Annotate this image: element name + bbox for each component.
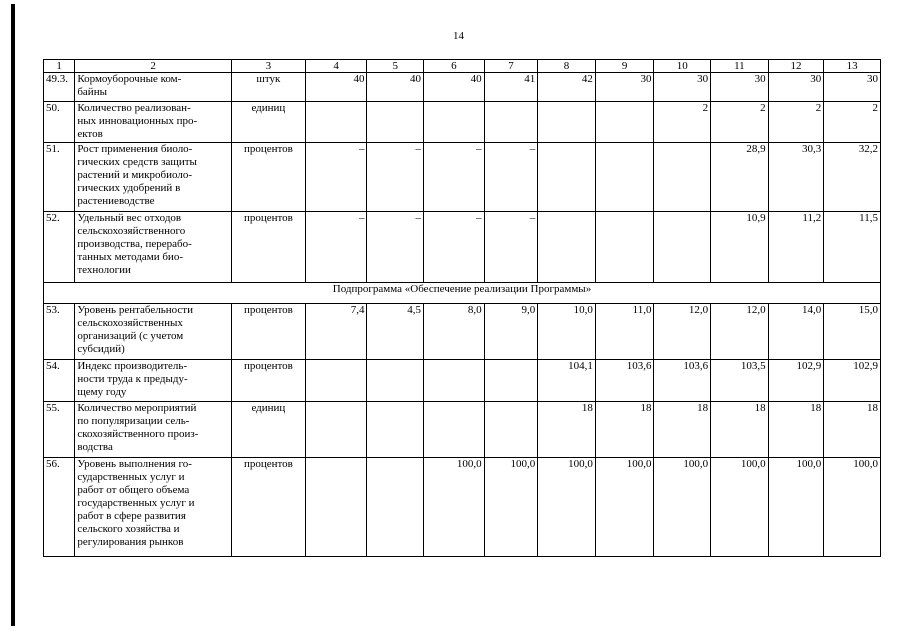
value-cell-col-12: 2	[768, 102, 824, 143]
page-number: 14	[453, 30, 464, 42]
indicator-name: Уровень рентабельности сельскохозяйственных организаций (с учетом субсидий)	[75, 304, 232, 360]
value-cell-col-5: 4,5	[367, 304, 424, 360]
value-cell-col-5: 40	[367, 73, 424, 102]
value-cell-col-11: 12,0	[711, 304, 769, 360]
row-number: 55.	[44, 402, 75, 458]
value-cell-col-7	[484, 102, 538, 143]
row-number: 53.	[44, 304, 75, 360]
value-cell-col-9	[595, 102, 654, 143]
value-cell-col-4	[305, 102, 367, 143]
value-cell-col-4: 40	[305, 73, 367, 102]
value-cell-col-5: –	[367, 143, 424, 212]
value-cell-col-6	[424, 402, 485, 458]
value-cell-col-7: –	[484, 143, 538, 212]
header-cell-11: 11	[711, 60, 769, 73]
value-cell-col-8: 10,0	[538, 304, 596, 360]
value-cell-col-9: 100,0	[595, 458, 654, 557]
value-cell-col-7	[484, 360, 538, 402]
value-cell-col-6: 100,0	[424, 458, 485, 557]
header-cell-13: 13	[824, 60, 881, 73]
value-cell-col-7: 41	[484, 73, 538, 102]
value-cell-col-9: 11,0	[595, 304, 654, 360]
table-row	[44, 212, 881, 283]
value-cell-col-6	[424, 102, 485, 143]
value-cell-col-5: –	[367, 212, 424, 283]
unit-cell: единиц	[232, 402, 306, 458]
value-cell-col-7: –	[484, 212, 538, 283]
value-cell-col-8	[538, 212, 596, 283]
header-cell-9: 9	[595, 60, 654, 73]
unit-cell: процентов	[232, 304, 306, 360]
row-number: 54.	[44, 360, 75, 402]
unit-cell: процентов	[232, 360, 306, 402]
page-edge-bar	[11, 4, 15, 626]
value-cell-col-11: 18	[711, 402, 769, 458]
header-cell-6: 6	[424, 60, 485, 73]
unit-cell: процентов	[232, 212, 306, 283]
header-cell-3: 3	[232, 60, 306, 73]
value-cell-col-10: 103,6	[654, 360, 711, 402]
table-row	[44, 360, 881, 402]
indicator-name: Кормоуборочные ком- байны	[75, 73, 232, 102]
value-cell-col-11: 30	[711, 73, 769, 102]
header-cell-12: 12	[768, 60, 824, 73]
header-cell-2: 2	[75, 60, 232, 73]
header-cell-5: 5	[367, 60, 424, 73]
row-number: 50.	[44, 102, 75, 143]
value-cell-col-5	[367, 360, 424, 402]
row-number: 49.3.	[44, 73, 75, 102]
value-cell-col-6: –	[424, 212, 485, 283]
subprogram-title: Подпрограмма «Обеспечение реализации Программы»	[44, 283, 881, 304]
row-number: 52.	[44, 212, 75, 283]
value-cell-col-8: 42	[538, 73, 596, 102]
indicator-name: Количество мероприятий по популяризации сель- скохозяйственного произ- водства	[75, 402, 232, 458]
value-cell-col-5	[367, 102, 424, 143]
value-cell-col-10: 18	[654, 402, 711, 458]
value-cell-col-8	[538, 102, 596, 143]
table-row	[44, 143, 881, 212]
unit-cell: штук	[232, 73, 306, 102]
value-cell-col-13: 11,5	[824, 212, 881, 283]
value-cell-col-7	[484, 402, 538, 458]
value-cell-col-4: –	[305, 143, 367, 212]
value-cell-col-13: 102,9	[824, 360, 881, 402]
value-cell-col-4	[305, 402, 367, 458]
value-cell-col-10: 100,0	[654, 458, 711, 557]
value-cell-col-6: –	[424, 143, 485, 212]
value-cell-col-9: 30	[595, 73, 654, 102]
row-number: 51.	[44, 143, 75, 212]
table-row	[44, 402, 881, 458]
value-cell-col-13: 30	[824, 73, 881, 102]
value-cell-col-11: 10,9	[711, 212, 769, 283]
value-cell-col-10	[654, 143, 711, 212]
value-cell-col-8: 100,0	[538, 458, 596, 557]
value-cell-col-11: 28,9	[711, 143, 769, 212]
indicator-name: Рост применения биоло- гических средств защиты растений и микробиоло- гических удобрений в растениеводстве	[75, 143, 232, 212]
value-cell-col-8	[538, 143, 596, 212]
table-header-row	[44, 60, 881, 73]
value-cell-col-5	[367, 402, 424, 458]
subprogram-row	[44, 283, 881, 304]
value-cell-col-9: 18	[595, 402, 654, 458]
table-row	[44, 458, 881, 557]
value-cell-col-12: 14,0	[768, 304, 824, 360]
value-cell-col-13: 100,0	[824, 458, 881, 557]
value-cell-col-6	[424, 360, 485, 402]
header-cell-8: 8	[538, 60, 596, 73]
value-cell-col-13: 2	[824, 102, 881, 143]
value-cell-col-8: 104,1	[538, 360, 596, 402]
unit-cell: процентов	[232, 143, 306, 212]
indicator-name: Индекс производитель- ности труда к предыду- щему году	[75, 360, 232, 402]
value-cell-col-6: 40	[424, 73, 485, 102]
table-body	[44, 60, 881, 557]
header-cell-1: 1	[44, 60, 75, 73]
value-cell-col-11: 100,0	[711, 458, 769, 557]
header-cell-10: 10	[654, 60, 711, 73]
value-cell-col-4	[305, 458, 367, 557]
table-row	[44, 304, 881, 360]
value-cell-col-12: 30,3	[768, 143, 824, 212]
header-cell-7: 7	[484, 60, 538, 73]
value-cell-col-12: 11,2	[768, 212, 824, 283]
value-cell-col-5	[367, 458, 424, 557]
value-cell-col-9: 103,6	[595, 360, 654, 402]
value-cell-col-7: 9,0	[484, 304, 538, 360]
indicator-name: Количество реализован- ных инновационных про- ектов	[75, 102, 232, 143]
indicator-name: Удельный вес отходов сельскохозяйственного производства, перерабо- танных методами био- технологии	[75, 212, 232, 283]
value-cell-col-4: 7,4	[305, 304, 367, 360]
indicator-name: Уровень выполнения го- сударственных услуг и работ от общего объема государственных услуг и работ в сфере развития сельского хозяйства и регулирования рынков	[75, 458, 232, 557]
value-cell-col-4: –	[305, 212, 367, 283]
header-cell-4: 4	[305, 60, 367, 73]
value-cell-col-10: 12,0	[654, 304, 711, 360]
value-cell-col-13: 15,0	[824, 304, 881, 360]
value-cell-col-10: 30	[654, 73, 711, 102]
value-cell-col-9	[595, 212, 654, 283]
value-cell-col-9	[595, 143, 654, 212]
table-row	[44, 73, 881, 102]
row-number: 56.	[44, 458, 75, 557]
value-cell-col-11: 2	[711, 102, 769, 143]
table-row	[44, 102, 881, 143]
value-cell-col-8: 18	[538, 402, 596, 458]
value-cell-col-10	[654, 212, 711, 283]
value-cell-col-12: 30	[768, 73, 824, 102]
value-cell-col-11: 103,5	[711, 360, 769, 402]
value-cell-col-4	[305, 360, 367, 402]
value-cell-col-13: 32,2	[824, 143, 881, 212]
value-cell-col-7: 100,0	[484, 458, 538, 557]
unit-cell: процентов	[232, 458, 306, 557]
value-cell-col-12: 100,0	[768, 458, 824, 557]
value-cell-col-13: 18	[824, 402, 881, 458]
indicators-table	[43, 59, 881, 557]
value-cell-col-10: 2	[654, 102, 711, 143]
value-cell-col-6: 8,0	[424, 304, 485, 360]
unit-cell: единиц	[232, 102, 306, 143]
value-cell-col-12: 102,9	[768, 360, 824, 402]
value-cell-col-12: 18	[768, 402, 824, 458]
